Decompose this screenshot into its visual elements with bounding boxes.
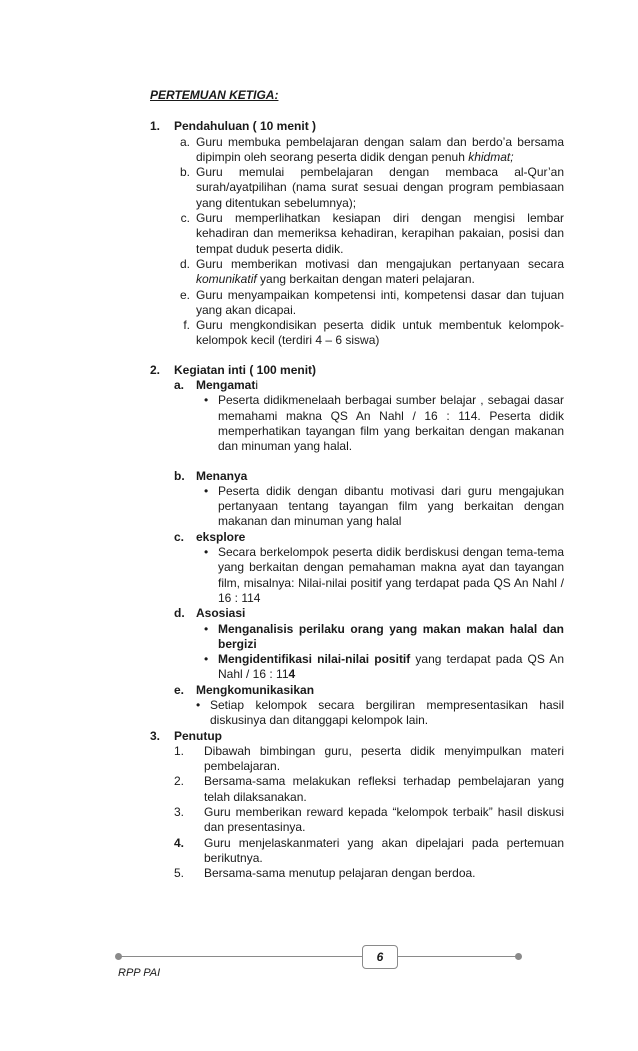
- item-label: b.: [179, 165, 190, 180]
- item-label: 2.: [174, 774, 185, 789]
- subsection-mengamati: [174, 378, 564, 393]
- footer-rule-right-dot: [515, 953, 522, 960]
- bullet-icon: •: [204, 652, 209, 667]
- item-text-italic: komunikatif: [196, 272, 257, 287]
- item-label: e.: [179, 287, 190, 302]
- subsection-label: c.: [174, 529, 185, 544]
- item-text: Bersama-sama menutup pelajaran dengan berdoa.: [204, 866, 476, 881]
- bullet-text-end: 4: [288, 667, 296, 682]
- subsection-label: a.: [174, 378, 185, 393]
- page-number: 6: [362, 945, 398, 969]
- subsection-title: Mengkomunikasikan: [196, 682, 315, 697]
- subsection-title: Mengamat: [196, 378, 256, 393]
- item-label: f.: [183, 318, 190, 333]
- bullet-text-main: yang terdapat pada QS An Nahl / 16 : 11: [218, 652, 564, 682]
- section-title: Penutup: [174, 728, 222, 743]
- list-item: [174, 165, 564, 211]
- item-text: Guru menyampaikan kompetensi inti, kompetensi dasar dan tujuan yang akan dicapai.: [196, 287, 564, 317]
- bullet-text: [218, 652, 564, 683]
- item-text-main: Guru memberikan motivasi dan mengajukan pertanyaan secara: [196, 256, 564, 271]
- footer-rule: [118, 956, 518, 957]
- item-text: Guru menjelaskanmateri yang akan dipelajari pada pertemuan berikutnya.: [204, 835, 564, 865]
- bullet-item: [204, 545, 564, 606]
- subsection-title: Menanya: [196, 468, 248, 483]
- section-kegiatan-inti-title: [150, 363, 564, 378]
- bullet-text: Setiap kelompok secara bergiliran mempresentasikan hasil diskusinya dan ditanggapi kelompok lain.: [210, 697, 564, 728]
- subsection-title: Asosiasi: [196, 606, 246, 621]
- bullet-text-bold: Mengidentifikasi nilai-nilai positif: [218, 652, 411, 667]
- item-text: Guru memperlihatkan kesiapan diri dengan mengisi lembar kehadiran dan memeriksa kehadiran, kerapihan pakaian, posisi dan tempat duduk peserta didik.: [196, 211, 564, 256]
- subsection-eksplore: [174, 530, 564, 545]
- bullet-icon: •: [204, 545, 209, 560]
- list-item: [174, 866, 564, 881]
- bullet-text: Secara berkelompok peserta didik berdiskusi dengan tema-tema yang berkaitan dengan pemahaman makna ayat dan tayangan film, misalnya: Nilai-nilai positif yang terdapat pada QS An Nahl / 16 : 114: [218, 545, 564, 605]
- subsection-label: b.: [174, 468, 185, 483]
- item-text: Bersama-sama melakukan refleksi terhadap pembelajaran yang telah dilaksanakan.: [204, 774, 564, 804]
- list-item: [174, 257, 564, 288]
- subsection-title: eksplore: [196, 529, 246, 544]
- bullet-item: [196, 698, 564, 729]
- section-title: Pendahuluan ( 10 menit ): [174, 119, 317, 134]
- section-number: 1.: [150, 119, 161, 134]
- item-text: Guru mengkondisikan peserta didik untuk membentuk kelompok-kelompok kecil (terdiri 4 – 6 siswa): [196, 318, 564, 348]
- section-number: 3.: [150, 728, 161, 743]
- footer-rule-left-dot: [115, 953, 122, 960]
- page-heading: PERTEMUAN KETIGA:: [150, 88, 279, 102]
- item-label: 3.: [174, 805, 185, 820]
- list-item: [174, 774, 564, 805]
- item-label: a.: [179, 134, 190, 149]
- item-text: [196, 135, 564, 166]
- list-item: [174, 836, 564, 867]
- item-text-italic: khidmat;: [468, 149, 514, 164]
- item-label: 5.: [174, 866, 185, 881]
- list-item: [174, 805, 564, 836]
- item-text: Guru memberikan reward kepada “kelompok terbaik” hasil diskusi dan presentasinya.: [204, 805, 564, 835]
- bullet-icon: •: [204, 621, 209, 636]
- bullet-icon: •: [196, 697, 201, 712]
- bullet-text: Menganalisis perilaku orang yang makan makan halal dan bergizi: [218, 621, 564, 651]
- list-item: [174, 135, 564, 166]
- bullet-item: [204, 484, 564, 530]
- list-item: [174, 288, 564, 319]
- item-text: Guru memulai pembelajaran dengan membaca al-Qur’an surah/ayatpilihan (nama surat sesuai dengan program pembiasaan yang ditentukan sebelumnya);: [196, 165, 564, 210]
- bullet-icon: •: [204, 393, 209, 408]
- section-number: 2.: [150, 362, 161, 377]
- bullet-item: [204, 622, 564, 653]
- section-pendahuluan-title: [150, 119, 564, 134]
- subsection-label: d.: [174, 606, 185, 621]
- item-label: c.: [180, 211, 190, 226]
- footer-label: RPP PAI: [118, 967, 161, 979]
- list-item: [174, 318, 564, 349]
- section-title: Kegiatan inti ( 100 menit): [174, 362, 317, 377]
- list-item: [174, 211, 564, 257]
- subsection-title-tail: i: [255, 378, 259, 393]
- subsection-mengkomunikasikan: [174, 683, 564, 698]
- subsection-menanya: [174, 469, 564, 484]
- bullet-icon: •: [204, 483, 209, 498]
- item-text-main: Guru membuka pembelajaran dengan salam dan berdo’a bersama dipimpin oleh seorang peserta didik dengan penuh: [196, 134, 564, 164]
- bullet-item: [204, 393, 564, 454]
- item-label: d.: [179, 256, 190, 271]
- document-body: [150, 88, 564, 882]
- item-text: Dibawah bimbingan guru, peserta didik menyimpulkan materi pembelajaran.: [204, 743, 564, 774]
- item-text-after: yang berkaitan dengan materi pelajaran.: [256, 272, 475, 287]
- list-item: [174, 744, 564, 775]
- bullet-text: Peserta didikmenelaah berbagai sumber belajar , sebagai dasar memahami makna QS An Nahl / 16 : 114. Peserta didik memperhatikan tayangan film yang berkaitan dengan makanan dan minuman yang halal.: [218, 393, 564, 454]
- bullet-item: [204, 652, 564, 683]
- item-label: 1.: [174, 743, 185, 758]
- subsection-asosiasi: [174, 606, 564, 621]
- bullet-text: Peserta didik dengan dibantu motivasi dari guru mengajukan pertanyaan tentang tayangan film yang berkaitan dengan makanan dan minuman yang halal: [218, 483, 564, 529]
- item-text: [196, 257, 564, 288]
- section-penutup-title: [150, 729, 564, 744]
- item-label: 4.: [174, 835, 185, 850]
- subsection-label: e.: [174, 682, 185, 697]
